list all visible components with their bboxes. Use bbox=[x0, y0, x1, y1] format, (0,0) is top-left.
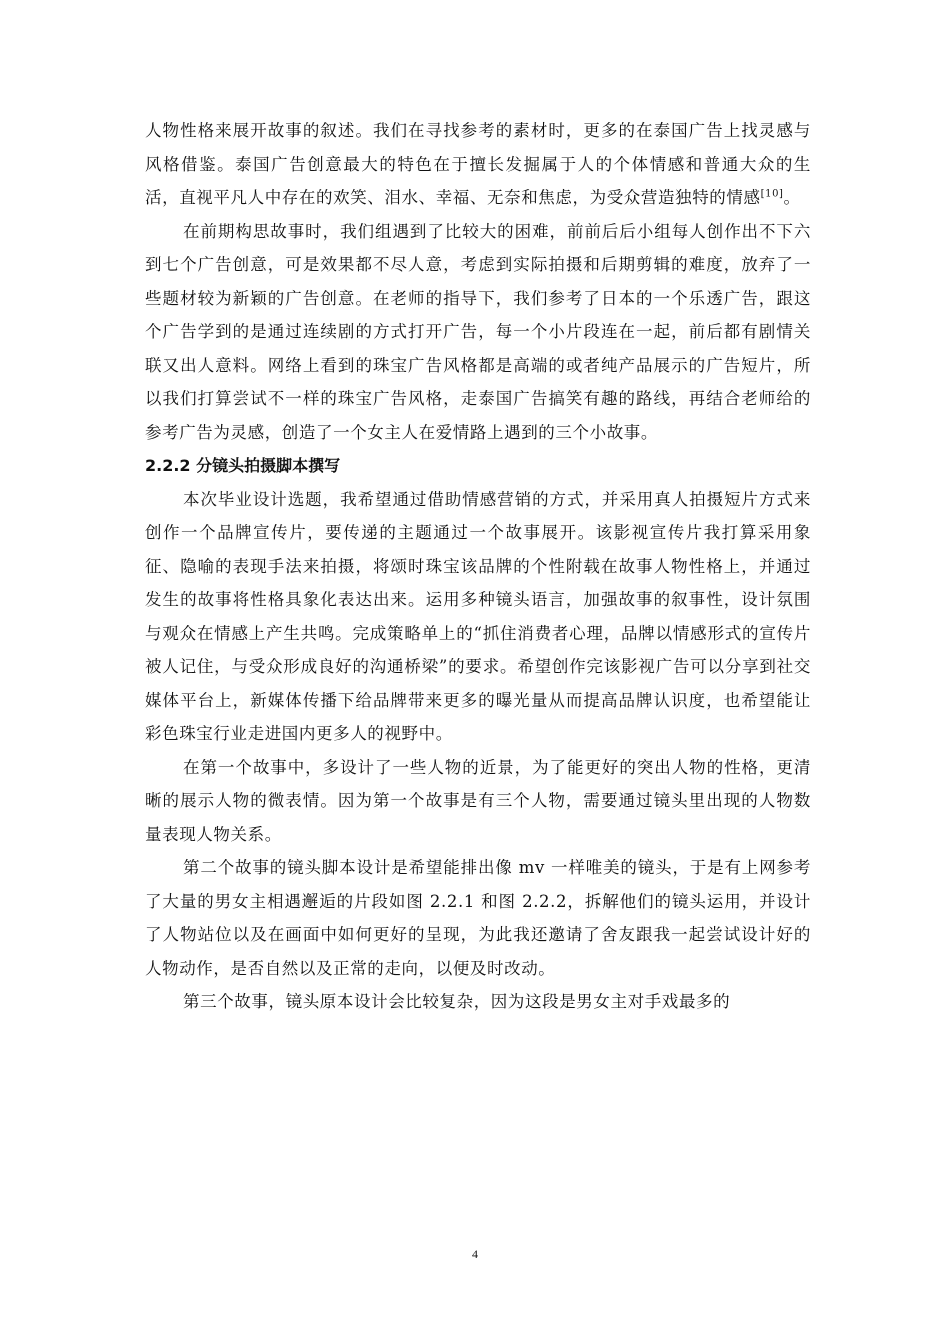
paragraph-1-end: 。 bbox=[783, 188, 801, 207]
citation-marker: [10] bbox=[760, 188, 784, 200]
paragraph-2: 在前期构思故事时，我们组遇到了比较大的困难，前前后后小组每人创作出不下六到七个广告创意，可是效果都不尽人意，考虑到实际拍摄和后期剪辑的难度，放弃了一些题材较为新颖的广告创意。在老师的指导下，我们参考了日本的一个乐透广告，跟这个广告学到的是通过连续剧的方式打开广告，每一个小片段连在一起，前后都有剧情关联又出人意料。网络上看到的珠宝广告风格都是高端的或者纯产品展示的广告短片，所以我们打算尝试不一样的珠宝广告风格，走泰国广告搞笑有趣的路线，再结合老师给的参考广告为灵感，创造了一个女主人在爱情路上遇到的三个小故事。 bbox=[145, 221, 811, 442]
paragraph-3: 本次毕业设计选题，我希望通过借助情感营销的方式，并采用真人拍摄短片方式来创作一个品牌宣传片，要传递的主题通过一个故事展开。该影视宣传片我打算采用象征、隐喻的表现手法来拍摄，将颂时珠宝该品牌的个性附载在故事人物性格上，并通过发生的故事将性格具象化表达出来。运用多种镜头语言，加强故事的叙事性，设计氛围与观众在情感上产生共鸣。完成策略单上的“抓住消费者心理，品牌以情感形式的宣传片被人记住，与受众形成良好的沟通桥梁”的要求。希望创作完该影视广告可以分享到社交媒体平台上，新媒体传播下给品牌带来更多的曝光量从而提高品牌认识度，也希望能让彩色珠宝行业走进国内更多人的视野中。 bbox=[145, 489, 811, 743]
page-body bbox=[145, 114, 811, 1019]
paragraph-5: 第二个故事的镜头脚本设计是希望能排出像 mv 一样唯美的镜头，于是有上网参考了大量的男女主相遇邂逅的片段如图 2.2.1 和图 2.2.2，拆解他们的镜头运用，并设计了人物站位以及在画面中如何更好的呈现，为此我还邀请了舍友跟我一起尝试设计好的人物动作，是否自然以及正常的走向，以便及时改动。 bbox=[145, 858, 811, 978]
paragraph-6: 第三个故事，镜头原本设计会比较复杂，因为这段是男女主对手戏最多的 bbox=[183, 992, 731, 1011]
paragraph-1-text: 人物性格来展开故事的叙述。我们在寻找参考的素材时，更多的在泰国广告上找灵感与风格借鉴。泰国广告创意最大的特色在于擅长发掘属于人的个体情感和普通大众的生活，直视平凡人中存在的欢笑、泪水、幸福、无奈和焦虑，为受众营造独特的情感 bbox=[145, 121, 811, 207]
section-heading: 2.2.2 分镜头拍摄脚本撰写 bbox=[145, 456, 341, 475]
page-number: 4 bbox=[472, 1247, 478, 1261]
paragraph-4: 在第一个故事中，多设计了一些人物的近景，为了能更好的突出人物的性格，更清晰的展示人物的微表情。因为第一个故事是有三个人物，需要通过镜头里出现的人物数量表现人物关系。 bbox=[145, 757, 811, 844]
paragraph-1 bbox=[145, 114, 811, 215]
